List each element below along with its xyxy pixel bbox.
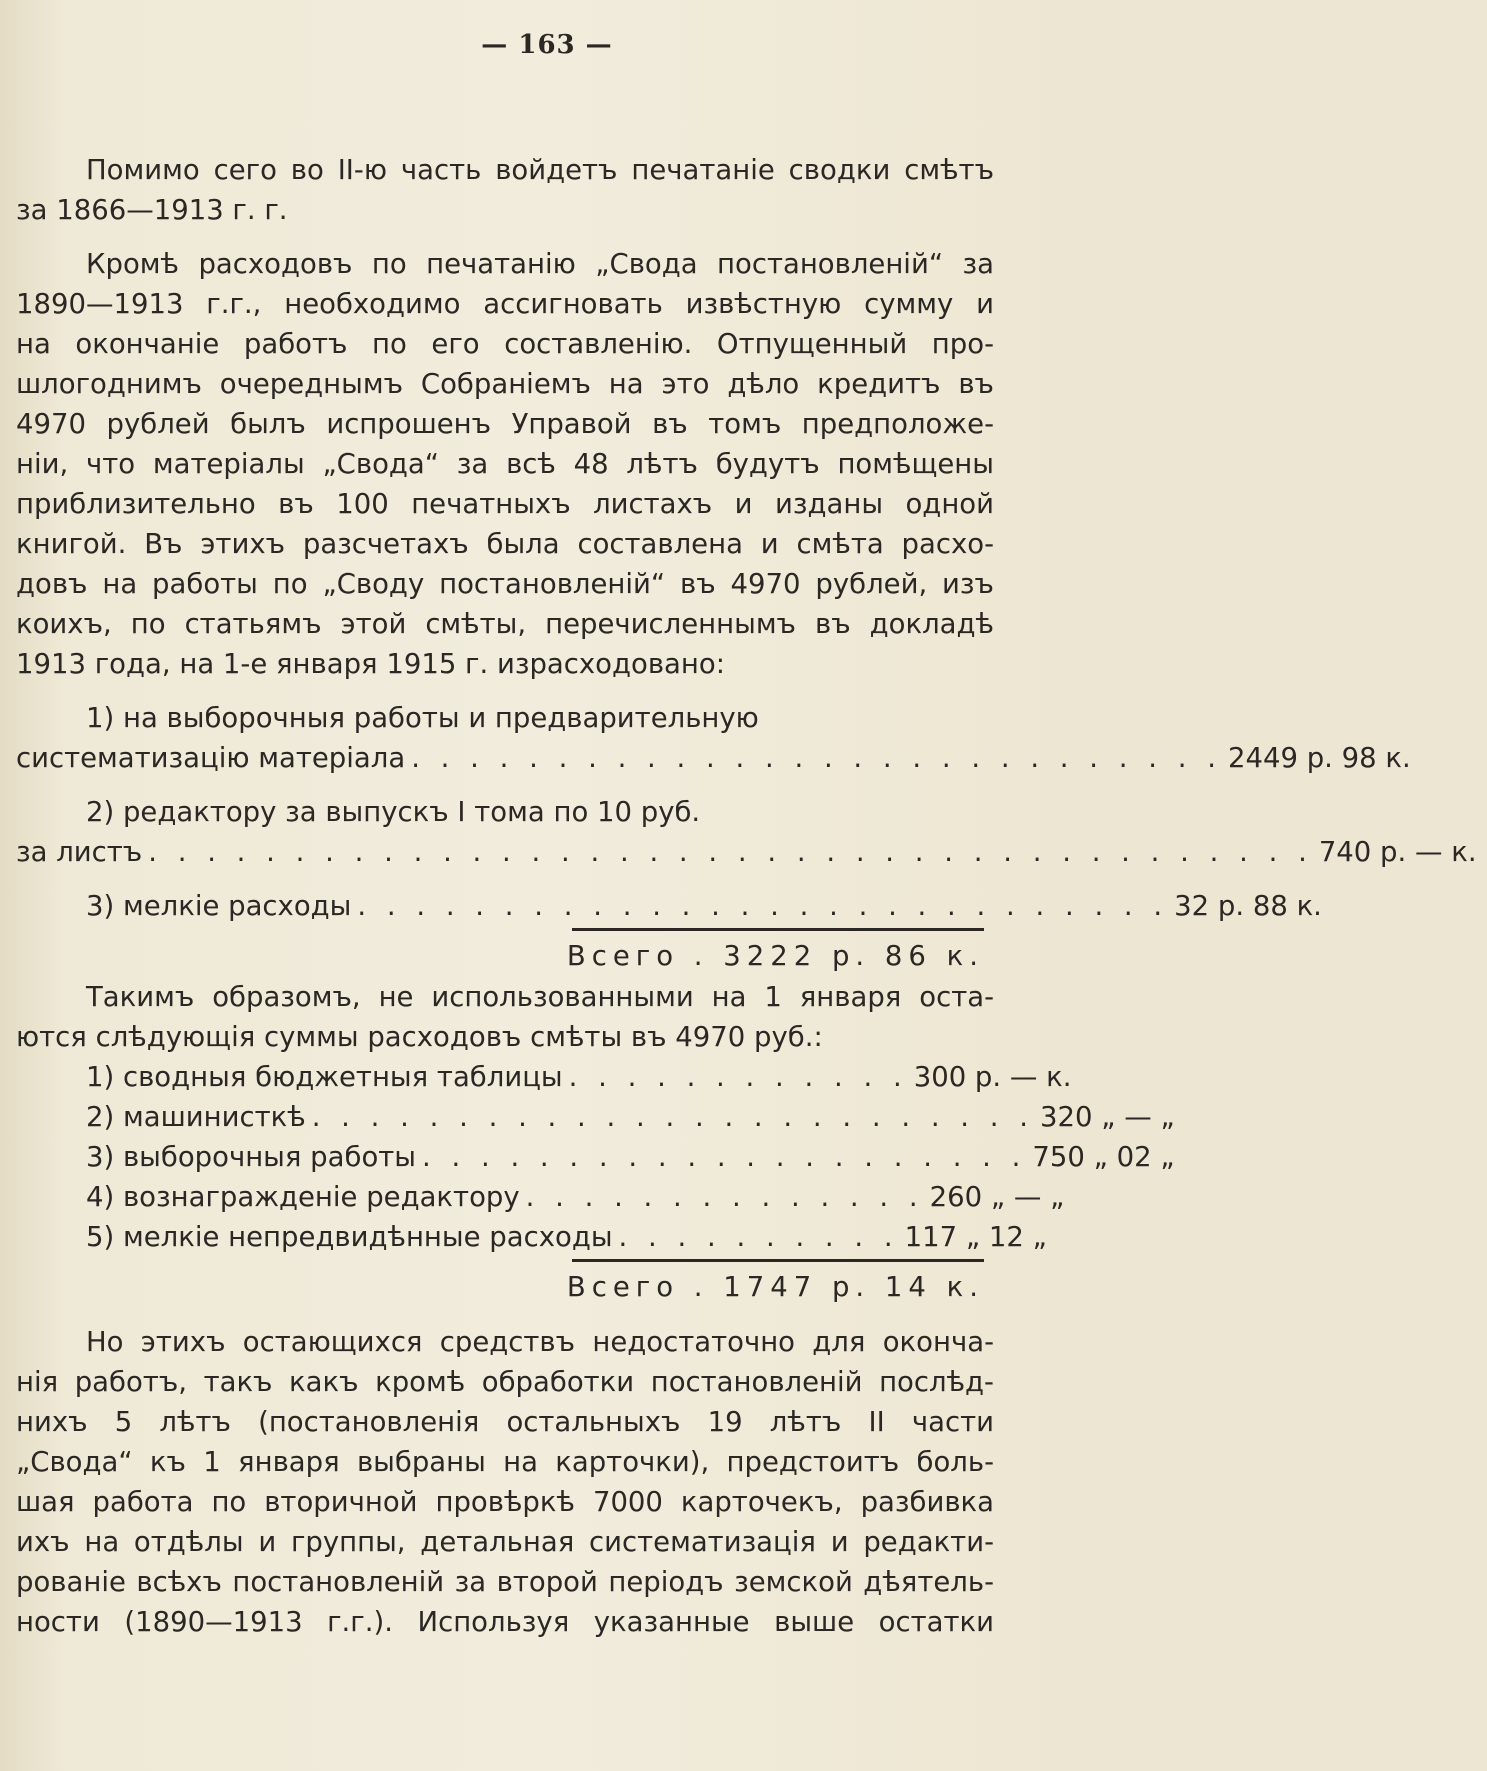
p3-line-1: Такимъ образомъ, не использованными на 1 января оста- xyxy=(86,981,994,1013)
p2-line-5: 4970 рублей былъ испрошенъ Управой въ томъ предположе- xyxy=(16,408,994,440)
expenses-total: Всего . 3222 р. 86 к. xyxy=(566,940,984,972)
p2-line-3: на окончаніе работъ по его составленію. Отпущенный про- xyxy=(16,328,994,360)
expense-item-3-label: 3) мелкіе расходы xyxy=(86,890,352,922)
p2-line-10: коихъ, по статьямъ этой смѣты, перечисленнымъ въ докладѣ xyxy=(16,608,994,640)
p2-line-11: 1913 года, на 1-е января 1915 г. израсходовано: xyxy=(16,648,725,680)
leader-dots: . . . . . . . . . . . . . . . . . . . . . . . . . . . . . . . . . . . . . . . . xyxy=(148,836,1313,868)
p4-line-2: нія работъ, такъ какъ кромѣ обработки постановленій послѣд- xyxy=(16,1366,994,1398)
expense-item-1 xyxy=(16,738,1411,778)
remaining-item-4-label: 4) вознагражденіе редактору xyxy=(86,1181,520,1213)
remaining-item-2-label: 2) машинисткѣ xyxy=(86,1101,306,1133)
leader-dots: . . . . . . . . . . . . . . . . . . . . . . . . . . . . xyxy=(357,890,1169,922)
remaining-item-3-label: 3) выборочныя работы xyxy=(86,1141,416,1173)
expense-item-1-amount: 2449 р. 98 к. xyxy=(1227,742,1411,774)
expense-item-2 xyxy=(16,832,1477,872)
expense-item-2-line-1: 2) редактору за выпускъ I тома по 10 руб. xyxy=(86,796,701,828)
p4-line-5: шая работа по вторичной провѣркѣ 7000 карточекъ, разбивка xyxy=(16,1486,994,1518)
expense-item-1-label: систематизацію матеріала xyxy=(16,742,406,774)
p2-line-1: Кромѣ расходовъ по печатанію „Свода постановленій“ за xyxy=(86,248,994,280)
remaining-item-1 xyxy=(16,1057,1072,1097)
expense-item-1-line-1: 1) на выборочныя работы и предварительную xyxy=(86,702,759,734)
expense-item-3 xyxy=(16,886,1322,926)
leader-dots: . . . . . . . . . . . . xyxy=(568,1061,908,1093)
remaining-item-3-amount: 750 „ 02 „ xyxy=(1032,1141,1175,1173)
remaining-item-4 xyxy=(16,1177,1065,1217)
expense-item-3-amount: 32 р. 88 к. xyxy=(1174,890,1322,922)
p4-line-8: ности (1890—1913 г.г.). Используя указанные выше остатки xyxy=(16,1606,994,1638)
expense-item-2-amount: 740 р. — к. xyxy=(1318,836,1477,868)
remaining-item-1-amount: 300 р. — к. xyxy=(913,1061,1072,1093)
p2-line-8: книгой. Въ этихъ разсчетахъ была составлена и смѣта расхо- xyxy=(16,528,994,560)
p4-line-3: нихъ 5 лѣтъ (постановленія остальныхъ 19 лѣтъ II части xyxy=(16,1406,994,1438)
p2-line-4: шлогоднимъ очереднымъ Собраніемъ на это дѣло кредитъ въ xyxy=(16,368,994,400)
leader-dots: . . . . . . . . . . . . . . xyxy=(525,1181,924,1213)
leader-dots: . . . . . . . . . . . . . . . . . . . . . . . . . xyxy=(311,1101,1035,1133)
remaining-item-2 xyxy=(16,1097,1175,1137)
p3-line-2: ются слѣдующія суммы расходовъ смѣты въ 4970 руб.: xyxy=(16,1021,823,1053)
total-rule xyxy=(572,928,984,931)
p4-line-4: „Свода“ къ 1 января выбраны на карточки), предстоитъ боль- xyxy=(16,1446,994,1478)
leader-dots: . . . . . . . . . . xyxy=(618,1221,899,1253)
leader-dots: . . . . . . . . . . . . . . . . . . . . . . . . . . . . xyxy=(411,742,1222,774)
p4-line-6: ихъ на отдѣлы и группы, детальная систематизація и редакти- xyxy=(16,1526,994,1558)
remaining-item-3 xyxy=(16,1137,1175,1177)
remaining-item-1-label: 1) сводныя бюджетныя таблицы xyxy=(86,1061,563,1093)
body-text xyxy=(16,150,1477,1642)
page-number: — 163 — xyxy=(481,30,613,60)
p4-line-7: рованіе всѣхъ постановленій за второй періодъ земской дѣятель- xyxy=(16,1566,994,1598)
total-rule xyxy=(572,1259,984,1262)
p2-line-9: довъ на работы по „Своду постановленій“ въ 4970 рублей, изъ xyxy=(16,568,994,600)
p2-line-2: 1890—1913 г.г., необходимо ассигновать извѣстную сумму и xyxy=(16,288,994,320)
leader-dots: . . . . . . . . . . . . . . . . . . . . . xyxy=(422,1141,1027,1173)
p2-line-6: ніи, что матеріалы „Свода“ за всѣ 48 лѣтъ будутъ помѣщены xyxy=(16,448,994,480)
remaining-item-5-label: 5) мелкіе непредвидѣнные расходы xyxy=(86,1221,613,1253)
remaining-item-4-amount: 260 „ — „ xyxy=(929,1181,1065,1213)
remaining-item-5-amount: 117 „ 12 „ xyxy=(904,1221,1047,1253)
expense-item-2-label: за листъ xyxy=(16,836,143,868)
remaining-item-5 xyxy=(16,1217,1047,1257)
p1-line-1: Помимо сего во II-ю часть войдетъ печатаніе сводки смѣтъ xyxy=(86,154,994,186)
p1-line-2: за 1866—1913 г. г. xyxy=(16,194,288,226)
remaining-item-2-amount: 320 „ — „ xyxy=(1040,1101,1175,1133)
remaining-total: Всего . 1747 р. 14 к. xyxy=(566,1271,984,1303)
p4-line-1: Но этихъ остающихся средствъ недостаточно для оконча- xyxy=(86,1326,994,1358)
p2-line-7: приблизительно въ 100 печатныхъ листахъ и изданы одной xyxy=(16,488,994,520)
